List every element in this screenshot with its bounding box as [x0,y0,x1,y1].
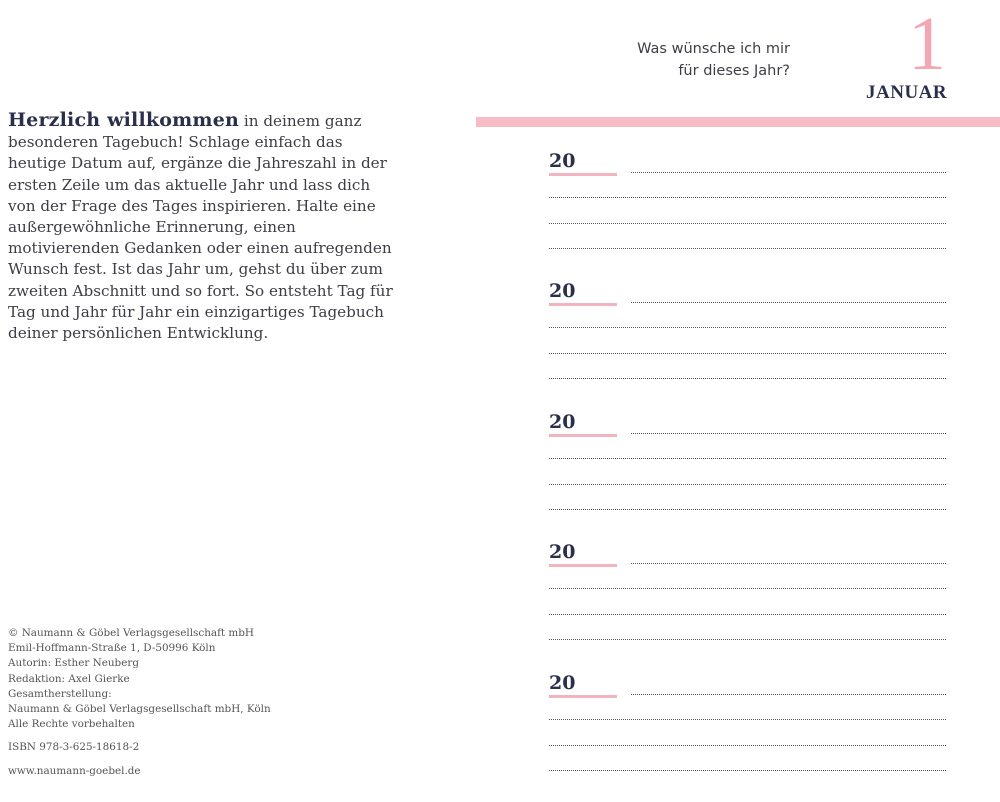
imprint-line: Autorin: Esther Neuberg [8,657,139,670]
year-label: 20 [549,150,576,172]
writing-line[interactable] [549,588,946,589]
imprint-line: Redaktion: Axel Gierke [8,672,130,685]
writing-line[interactable] [631,563,946,564]
imprint-line: Emil-Hoffmann-Straße 1, D-50996 Köln [8,642,216,655]
writing-line[interactable] [549,639,946,640]
year-label: 20 [549,672,576,694]
imprint-line: Gesamtherstellung: [8,687,112,700]
intro-text: in deinem ganz besonderen Tagebuch! Schlage einfach das heutige Datum auf, ergänze die Jahreszahl in der ersten Zeile um das aktuelle Jahr und lass dich von der Frage des Tages inspirieren. Halte eine außergewöhnliche Erinnerung, einen motivierenden Gedanken oder einen aufregenden Wunsch fest. Ist das Jahr um, gehst du über zum zweiten Abschnitt und so fort. So entsteht Tag für Tag und Jahr für Jahr ein einzigartiges Tagebuch deiner persönlichen Entwicklung. [8,112,393,343]
writing-line[interactable] [549,197,946,198]
day-number: 1 [908,2,946,86]
writing-line[interactable] [631,172,946,173]
question-of-the-day [637,38,790,82]
imprint [8,626,308,779]
writing-line[interactable] [631,302,946,303]
year-label: 20 [549,280,576,302]
year-entry [549,541,946,671]
pink-band [476,117,1000,127]
intro-paragraph [8,110,393,344]
writing-line[interactable] [631,433,946,434]
year-entry [549,411,946,541]
writing-line[interactable] [549,223,946,224]
intro-lead: Herzlich willkommen [8,109,240,131]
question-line-1: Was wünsche ich mir [637,41,790,57]
writing-line[interactable] [549,353,946,354]
imprint-line: Naumann & Göbel Verlagsgesellschaft mbH, Köln [8,703,271,716]
isbn: ISBN 978-3-625-18618-2 [8,741,140,754]
year-label: 20 [549,541,576,563]
writing-line[interactable] [549,458,946,459]
writing-line[interactable] [549,248,946,249]
year-underline [549,303,617,306]
year-entry [549,280,946,410]
year-underline [549,695,617,698]
writing-line[interactable] [549,509,946,510]
writing-line[interactable] [549,770,946,771]
year-underline [549,564,617,567]
writing-line[interactable] [549,378,946,379]
year-label: 20 [549,411,576,433]
writing-line[interactable] [549,484,946,485]
writing-line[interactable] [549,745,946,746]
writing-line[interactable] [631,694,946,695]
month-label: JANUAR [866,82,948,103]
question-line-2: für dieses Jahr? [678,63,790,79]
imprint-line: © Naumann & Göbel Verlagsgesellschaft mbH [8,627,254,639]
year-underline [549,434,617,437]
writing-line[interactable] [549,327,946,328]
year-entry [549,150,946,280]
writing-line[interactable] [549,719,946,720]
website-url: www.naumann-goebel.de [8,764,141,777]
imprint-line: Alle Rechte vorbehalten [8,718,135,731]
year-underline [549,173,617,176]
writing-line[interactable] [549,614,946,615]
year-entry [549,672,946,802]
